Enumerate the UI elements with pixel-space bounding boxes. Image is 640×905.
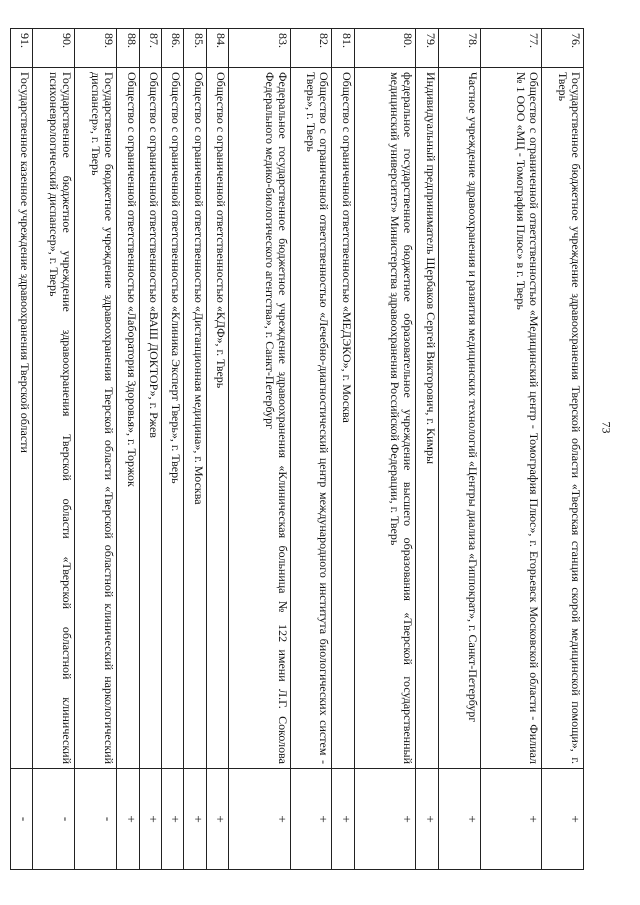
row-number: 81. <box>332 29 354 68</box>
organization-name: Федеральное государственное бюджетное учреждение здравоохранения «Клиническая больница № 122 имени Л.Г. Соколова Федерального медико-биологического агентства», г. Санкт-Петербург <box>229 68 290 769</box>
table-row <box>332 29 354 870</box>
row-number: 90. <box>33 29 75 68</box>
organization-name: Общество с ограниченной ответственностью «МЕДЭКО», г. Москва <box>332 68 354 769</box>
row-number: 78. <box>438 29 480 68</box>
table-row <box>416 29 438 870</box>
participation-mark: + <box>542 769 584 870</box>
organization-name: Государственное бюджетное учреждение здравоохранения Тверской области «Тверская станция скорой медицинской помощи», г. Тверь <box>542 68 584 769</box>
registry-table <box>10 28 584 870</box>
participation-mark: + <box>354 769 415 870</box>
row-number: 86. <box>161 29 183 68</box>
organization-name: Индивидуальный предприниматель Щербаков Сергей Викторович, г. Кимры <box>416 68 438 769</box>
organization-name: Государственное бюджетное учреждение здравоохранения Тверской области «Тверской областной клинический психоневрологический диспансер», г. Тверь <box>33 68 75 769</box>
row-number: 77. <box>480 29 541 68</box>
row-number: 88. <box>117 29 139 68</box>
participation-mark: + <box>332 769 354 870</box>
table-row <box>542 29 584 870</box>
row-number: 84. <box>206 29 228 68</box>
organization-name: Общество с ограниченной ответственностью «Лечебно-диагностический центр международного института биологических систем - Тверь», г. Тверь <box>290 68 332 769</box>
row-number: 80. <box>354 29 415 68</box>
participation-mark: - <box>11 769 33 870</box>
table-row <box>184 29 206 870</box>
participation-mark: + <box>206 769 228 870</box>
table-row <box>354 29 415 870</box>
table-row <box>161 29 183 870</box>
table-row <box>33 29 75 870</box>
row-number: 76. <box>542 29 584 68</box>
participation-mark: + <box>438 769 480 870</box>
row-number: 83. <box>229 29 290 68</box>
row-number: 79. <box>416 29 438 68</box>
row-number: 85. <box>184 29 206 68</box>
participation-mark: - <box>33 769 75 870</box>
table-row <box>290 29 332 870</box>
organization-name: Общество с ограниченной ответственностью «Медицинский центр - Томография Плюс», г. Егорьевск Московской области - Филиал № 1 ООО «МЦ - Томография Плюс» в г. Тверь <box>480 68 541 769</box>
organization-name: Общество с ограниченной ответственностью «Клиника Эксперт Тверь», г. Тверь <box>161 68 183 769</box>
table-row <box>75 29 117 870</box>
participation-mark: - <box>75 769 117 870</box>
table-row <box>438 29 480 870</box>
organization-name: Общество с ограниченной ответственностью «ВАШ ДОКТОР», г. Ржев <box>139 68 161 769</box>
organization-name: Государственное бюджетное учреждение здравоохранения Тверской области «Тверской областной клинический наркологический диспансер», г. Тверь <box>75 68 117 769</box>
participation-mark: + <box>117 769 139 870</box>
row-number: 87. <box>139 29 161 68</box>
participation-mark: + <box>290 769 332 870</box>
organization-name: Государственное казенное учреждение здравоохранения Тверской области <box>11 68 33 769</box>
table-row <box>206 29 228 870</box>
row-number: 89. <box>75 29 117 68</box>
table-row <box>117 29 139 870</box>
table-row <box>229 29 290 870</box>
organization-name: федеральное государственное бюджетное образовательное учреждение высшего образования «Тверской государственный медицинский университет» Министерства здравоохранения Российской Федерации, г. Тверь <box>354 68 415 769</box>
participation-mark: + <box>480 769 541 870</box>
participation-mark: + <box>139 769 161 870</box>
row-number: 82. <box>290 29 332 68</box>
participation-mark: + <box>161 769 183 870</box>
organization-name: Общество с ограниченной ответственностью «Дистанционная медицина», г. Москва <box>184 68 206 769</box>
table-row <box>480 29 541 870</box>
table-row <box>139 29 161 870</box>
participation-mark: + <box>184 769 206 870</box>
participation-mark: + <box>416 769 438 870</box>
page-number: 73 <box>599 421 614 434</box>
organization-name: Частное учреждение здравоохранения и развития медицинских технологий «Центры диализа «Гиппократ», г. Санкт-Петербург <box>438 68 480 769</box>
table-row <box>11 29 33 870</box>
organization-name: Общество с ограниченной ответственностью «КДФ», г. Тверь <box>206 68 228 769</box>
organization-name: Общество с ограниченной ответственностью «Лаборатория Здоровья», г. Торжок <box>117 68 139 769</box>
row-number: 91. <box>11 29 33 68</box>
participation-mark: + <box>229 769 290 870</box>
